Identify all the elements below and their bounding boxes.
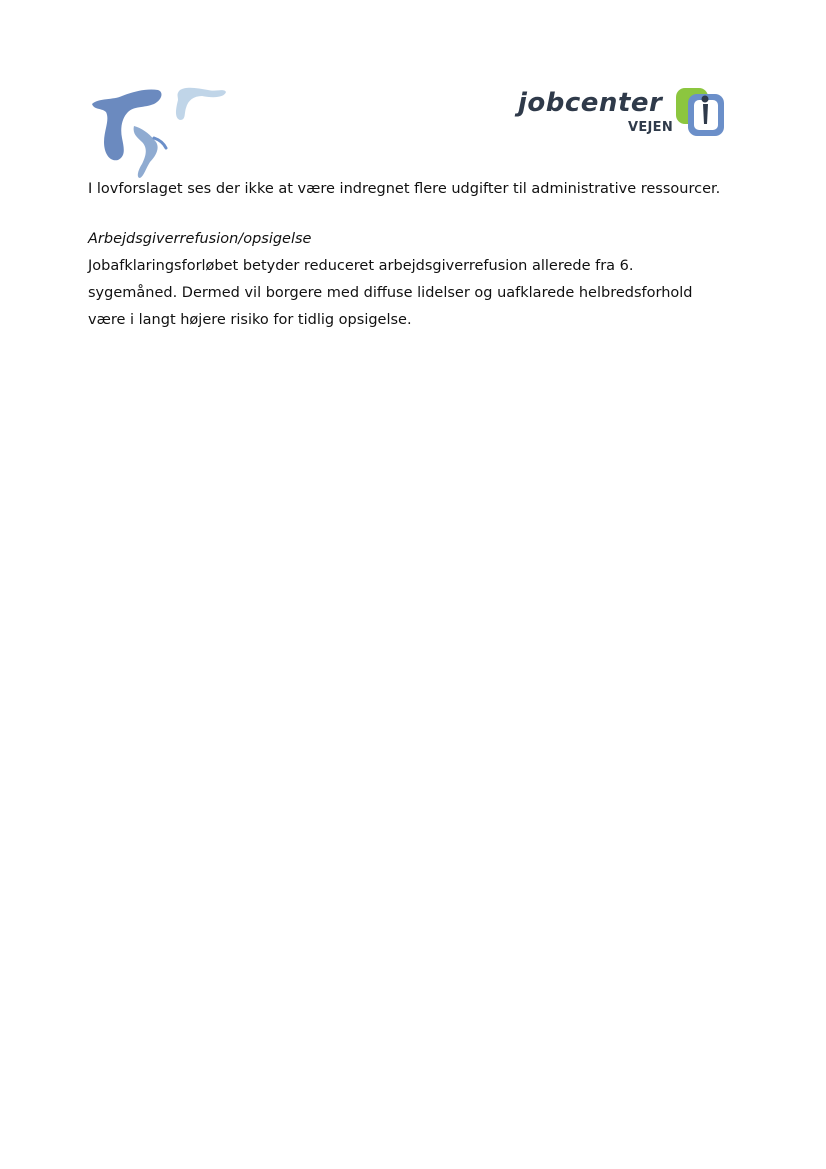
section-heading: Arbejdsgiverrefusion/opsigelse <box>88 231 312 247</box>
paragraph-line: være i langt højere risiko for tidlig opsigelse. <box>88 312 412 328</box>
decorative-figures-logo-icon <box>84 82 232 184</box>
paragraph-line: sygemåned. Dermed vil borgere med diffuse lidelser og uafklarede helbredsforhold <box>88 285 693 301</box>
jobcenter-person-mark-icon <box>674 86 728 138</box>
paragraph-admin-resources: I lovforslaget ses der ikke at være indregnet flere udgifter til administrative ressourcer. <box>88 181 721 197</box>
jobcenter-logo <box>512 84 732 144</box>
paragraph-line: Jobafklaringsforløbet betyder reduceret arbejdsgiverrefusion allerede fra 6. <box>88 258 634 274</box>
brand-subtitle: VEJEN <box>628 120 674 135</box>
document-body <box>88 179 738 334</box>
paragraph-employer-refund <box>88 253 738 334</box>
brand-name: jobcenter <box>518 88 663 118</box>
